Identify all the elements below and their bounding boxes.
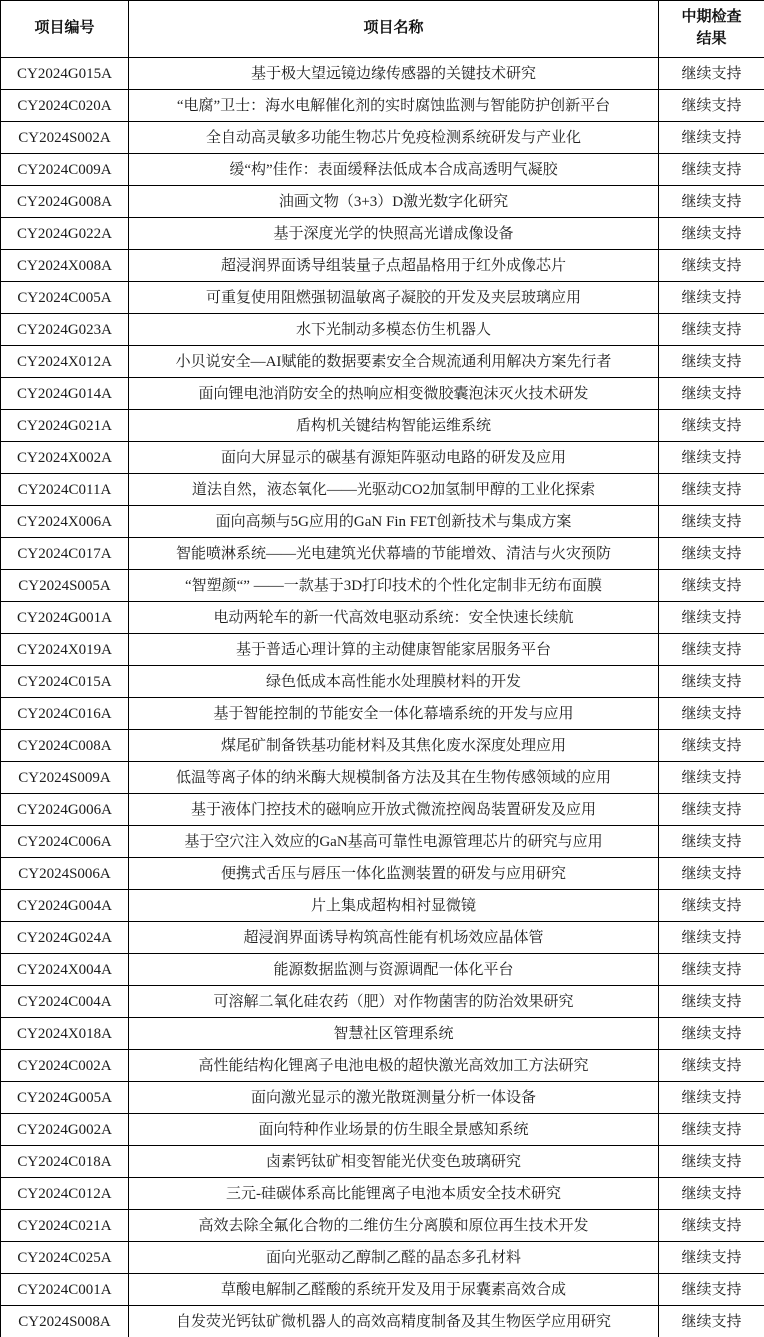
project-name-cell: 面向锂电池消防安全的热响应相变微胶囊泡沫灭火技术研发 xyxy=(129,378,659,410)
table-row xyxy=(1,1210,764,1242)
table-row xyxy=(1,986,764,1018)
result-cell: 继续支持 xyxy=(659,1178,764,1210)
table-row xyxy=(1,346,764,378)
project-id-cell: CY2024G022A xyxy=(1,218,129,250)
project-name-cell: 水下光制动多模态仿生机器人 xyxy=(129,314,659,346)
project-id-cell: CY2024C005A xyxy=(1,282,129,314)
project-id-cell: CY2024C018A xyxy=(1,1146,129,1178)
project-id-cell: CY2024C008A xyxy=(1,730,129,762)
project-name-cell: 基于空穴注入效应的GaN基高可靠性电源管理芯片的研究与应用 xyxy=(129,826,659,858)
result-cell: 继续支持 xyxy=(659,122,764,154)
header-review-result-label: 中期检查结果 xyxy=(681,9,742,47)
project-id-cell: CY2024X018A xyxy=(1,1018,129,1050)
table-row xyxy=(1,1146,764,1178)
project-name-cell: 三元-硅碳体系高比能锂离子电池本质安全技术研究 xyxy=(129,1178,659,1210)
project-id-cell: CY2024C002A xyxy=(1,1050,129,1082)
project-id-cell: CY2024S009A xyxy=(1,762,129,794)
table-row xyxy=(1,90,764,122)
project-id-cell: CY2024G015A xyxy=(1,58,129,90)
table-row xyxy=(1,666,764,698)
table-row xyxy=(1,506,764,538)
project-name-cell: 便携式舌压与唇压一体化监测装置的研发与应用研究 xyxy=(129,858,659,890)
table-row xyxy=(1,1114,764,1146)
result-cell: 继续支持 xyxy=(659,1050,764,1082)
result-cell: 继续支持 xyxy=(659,538,764,570)
project-name-cell: 缓“构”佳作：表面缓释法低成本合成高透明气凝胶 xyxy=(129,154,659,186)
project-name-cell: 自发荧光钙钛矿微机器人的高效高精度制备及其生物医学应用研究 xyxy=(129,1306,659,1337)
project-id-cell: CY2024G005A xyxy=(1,1082,129,1114)
project-id-cell: CY2024X008A xyxy=(1,250,129,282)
project-id-cell: CY2024S005A xyxy=(1,570,129,602)
table-row xyxy=(1,634,764,666)
result-cell: 继续支持 xyxy=(659,730,764,762)
result-cell: 继续支持 xyxy=(659,954,764,986)
table-row xyxy=(1,538,764,570)
project-id-cell: CY2024G006A xyxy=(1,794,129,826)
project-name-cell: 面向高频与5G应用的GaN Fin FET创新技术与集成方案 xyxy=(129,506,659,538)
project-id-cell: CY2024C001A xyxy=(1,1274,129,1306)
project-name-cell: 片上集成超构相衬显微镜 xyxy=(129,890,659,922)
table-row xyxy=(1,730,764,762)
project-id-cell: CY2024G024A xyxy=(1,922,129,954)
table-row xyxy=(1,154,764,186)
project-id-cell: CY2024C009A xyxy=(1,154,129,186)
table-header xyxy=(1,1,764,58)
table-row xyxy=(1,122,764,154)
result-cell: 继续支持 xyxy=(659,346,764,378)
project-name-cell: 草酸电解制乙醛酸的系统开发及用于尿囊素高效合成 xyxy=(129,1274,659,1306)
result-cell: 继续支持 xyxy=(659,1018,764,1050)
project-name-cell: 面向光驱动乙醇制乙醛的晶态多孔材料 xyxy=(129,1242,659,1274)
header-review-result xyxy=(659,1,764,58)
project-name-cell: 绿色低成本高性能水处理膜材料的开发 xyxy=(129,666,659,698)
project-name-cell: 面向激光显示的激光散斑测量分析一体设备 xyxy=(129,1082,659,1114)
table-row xyxy=(1,282,764,314)
header-row xyxy=(1,1,764,58)
project-id-cell: CY2024G001A xyxy=(1,602,129,634)
table-row xyxy=(1,762,764,794)
project-name-cell: “智塑颜“” ——一款基于3D打印技术的个性化定制非无纺布面膜 xyxy=(129,570,659,602)
result-cell: 继续支持 xyxy=(659,762,764,794)
table-body xyxy=(1,58,764,1337)
result-cell: 继续支持 xyxy=(659,666,764,698)
project-id-cell: CY2024C012A xyxy=(1,1178,129,1210)
table-row xyxy=(1,858,764,890)
project-id-cell: CY2024G023A xyxy=(1,314,129,346)
project-name-cell: 智慧社区管理系统 xyxy=(129,1018,659,1050)
project-id-cell: CY2024G014A xyxy=(1,378,129,410)
header-project-name-label: 项目名称 xyxy=(363,20,424,37)
project-name-cell: 道法自然，液态氧化——光驱动CO2加氢制甲醇的工业化探索 xyxy=(129,474,659,506)
result-cell: 继续支持 xyxy=(659,570,764,602)
result-cell: 继续支持 xyxy=(659,602,764,634)
result-cell: 继续支持 xyxy=(659,1114,764,1146)
project-id-cell: CY2024X012A xyxy=(1,346,129,378)
result-cell: 继续支持 xyxy=(659,794,764,826)
project-name-cell: 基于普适心理计算的主动健康智能家居服务平台 xyxy=(129,634,659,666)
header-project-id-label: 项目编号 xyxy=(34,20,95,37)
project-name-cell: 面向大屏显示的碳基有源矩阵驱动电路的研发及应用 xyxy=(129,442,659,474)
result-cell: 继续支持 xyxy=(659,858,764,890)
project-name-cell: 能源数据监测与资源调配一体化平台 xyxy=(129,954,659,986)
result-cell: 继续支持 xyxy=(659,378,764,410)
table-row xyxy=(1,1306,764,1337)
table-row xyxy=(1,186,764,218)
table-row xyxy=(1,314,764,346)
table-row xyxy=(1,890,764,922)
project-name-cell: 小贝说安全—AI赋能的数据要素安全合规流通利用解决方案先行者 xyxy=(129,346,659,378)
project-name-cell: 高效去除全氟化合物的二维仿生分离膜和原位再生技术开发 xyxy=(129,1210,659,1242)
project-id-cell: CY2024S002A xyxy=(1,122,129,154)
project-id-cell: CY2024C017A xyxy=(1,538,129,570)
result-cell: 继续支持 xyxy=(659,634,764,666)
table-row xyxy=(1,1274,764,1306)
project-name-cell: 基于智能控制的节能安全一体化幕墙系统的开发与应用 xyxy=(129,698,659,730)
project-name-cell: 油画文物（3+3）D激光数字化研究 xyxy=(129,186,659,218)
project-id-cell: CY2024C021A xyxy=(1,1210,129,1242)
project-name-cell: 可重复使用阻燃强韧温敏离子凝胶的开发及夹层玻璃应用 xyxy=(129,282,659,314)
project-name-cell: 基于液体门控技术的磁响应开放式微流控阀岛装置研发及应用 xyxy=(129,794,659,826)
project-name-cell: 智能喷淋系统——光电建筑光伏幕墙的节能增效、清洁与火灾预防 xyxy=(129,538,659,570)
project-id-cell: CY2024G021A xyxy=(1,410,129,442)
result-cell: 继续支持 xyxy=(659,58,764,90)
project-id-cell: CY2024C015A xyxy=(1,666,129,698)
project-name-cell: 基于极大望远镜边缘传感器的关键技术研究 xyxy=(129,58,659,90)
project-name-cell: 盾构机关键结构智能运维系统 xyxy=(129,410,659,442)
project-id-cell: CY2024X004A xyxy=(1,954,129,986)
result-cell: 继续支持 xyxy=(659,1242,764,1274)
header-project-name xyxy=(129,1,659,58)
result-cell: 继续支持 xyxy=(659,1082,764,1114)
result-cell: 继续支持 xyxy=(659,986,764,1018)
project-name-cell: 面向特种作业场景的仿生眼全景感知系统 xyxy=(129,1114,659,1146)
result-cell: 继续支持 xyxy=(659,250,764,282)
table-row xyxy=(1,602,764,634)
table-row xyxy=(1,698,764,730)
result-cell: 继续支持 xyxy=(659,186,764,218)
project-name-cell: 全自动高灵敏多功能生物芯片免疫检测系统研发与产业化 xyxy=(129,122,659,154)
result-cell: 继续支持 xyxy=(659,1274,764,1306)
project-id-cell: CY2024C025A xyxy=(1,1242,129,1274)
project-id-cell: CY2024C016A xyxy=(1,698,129,730)
project-id-cell: CY2024S008A xyxy=(1,1306,129,1337)
table-row xyxy=(1,954,764,986)
table-row xyxy=(1,1242,764,1274)
project-id-cell: CY2024G004A xyxy=(1,890,129,922)
table-row xyxy=(1,250,764,282)
table-row xyxy=(1,1082,764,1114)
result-cell: 继续支持 xyxy=(659,1306,764,1337)
result-cell: 继续支持 xyxy=(659,1146,764,1178)
project-name-cell: 低温等离子体的纳米酶大规模制备方法及其在生物传感领域的应用 xyxy=(129,762,659,794)
header-project-id xyxy=(1,1,129,58)
project-name-cell: 超浸润界面诱导组装量子点超晶格用于红外成像芯片 xyxy=(129,250,659,282)
result-cell: 继续支持 xyxy=(659,890,764,922)
project-name-cell: “电腐”卫士：海水电解催化剂的实时腐蚀监测与智能防护创新平台 xyxy=(129,90,659,122)
project-id-cell: CY2024X019A xyxy=(1,634,129,666)
table-row xyxy=(1,410,764,442)
project-id-cell: CY2024X002A xyxy=(1,442,129,474)
table-row xyxy=(1,570,764,602)
project-id-cell: CY2024C011A xyxy=(1,474,129,506)
project-name-cell: 卤素钙钛矿相变智能光伏变色玻璃研究 xyxy=(129,1146,659,1178)
table-row xyxy=(1,442,764,474)
project-id-cell: CY2024C004A xyxy=(1,986,129,1018)
project-id-cell: CY2024X006A xyxy=(1,506,129,538)
table-row xyxy=(1,826,764,858)
table-row xyxy=(1,58,764,90)
result-cell: 继续支持 xyxy=(659,410,764,442)
result-cell: 继续支持 xyxy=(659,474,764,506)
project-id-cell: CY2024S006A xyxy=(1,858,129,890)
project-id-cell: CY2024C020A xyxy=(1,90,129,122)
project-name-cell: 高性能结构化锂离子电池电极的超快激光高效加工方法研究 xyxy=(129,1050,659,1082)
result-cell: 继续支持 xyxy=(659,1210,764,1242)
table-row xyxy=(1,218,764,250)
result-cell: 继续支持 xyxy=(659,154,764,186)
table-row xyxy=(1,1018,764,1050)
result-cell: 继续支持 xyxy=(659,698,764,730)
project-name-cell: 可溶解二氧化硅农药（肥）对作物菌害的防治效果研究 xyxy=(129,986,659,1018)
result-cell: 继续支持 xyxy=(659,442,764,474)
result-cell: 继续支持 xyxy=(659,506,764,538)
table-row xyxy=(1,794,764,826)
project-name-cell: 超浸润界面诱导构筑高性能有机场效应晶体管 xyxy=(129,922,659,954)
result-cell: 继续支持 xyxy=(659,90,764,122)
project-name-cell: 煤尾矿制备铁基功能材料及其焦化废水深度处理应用 xyxy=(129,730,659,762)
table-row xyxy=(1,922,764,954)
project-name-cell: 基于深度光学的快照高光谱成像设备 xyxy=(129,218,659,250)
project-id-cell: CY2024G002A xyxy=(1,1114,129,1146)
result-cell: 继续支持 xyxy=(659,826,764,858)
table-row xyxy=(1,474,764,506)
result-cell: 继续支持 xyxy=(659,282,764,314)
table-row xyxy=(1,1178,764,1210)
result-cell: 继续支持 xyxy=(659,218,764,250)
table-row xyxy=(1,378,764,410)
project-id-cell: CY2024C006A xyxy=(1,826,129,858)
result-cell: 继续支持 xyxy=(659,314,764,346)
table-row xyxy=(1,1050,764,1082)
project-id-cell: CY2024G008A xyxy=(1,186,129,218)
result-cell: 继续支持 xyxy=(659,922,764,954)
project-name-cell: 电动两轮车的新一代高效电驱动系统：安全快速长续航 xyxy=(129,602,659,634)
